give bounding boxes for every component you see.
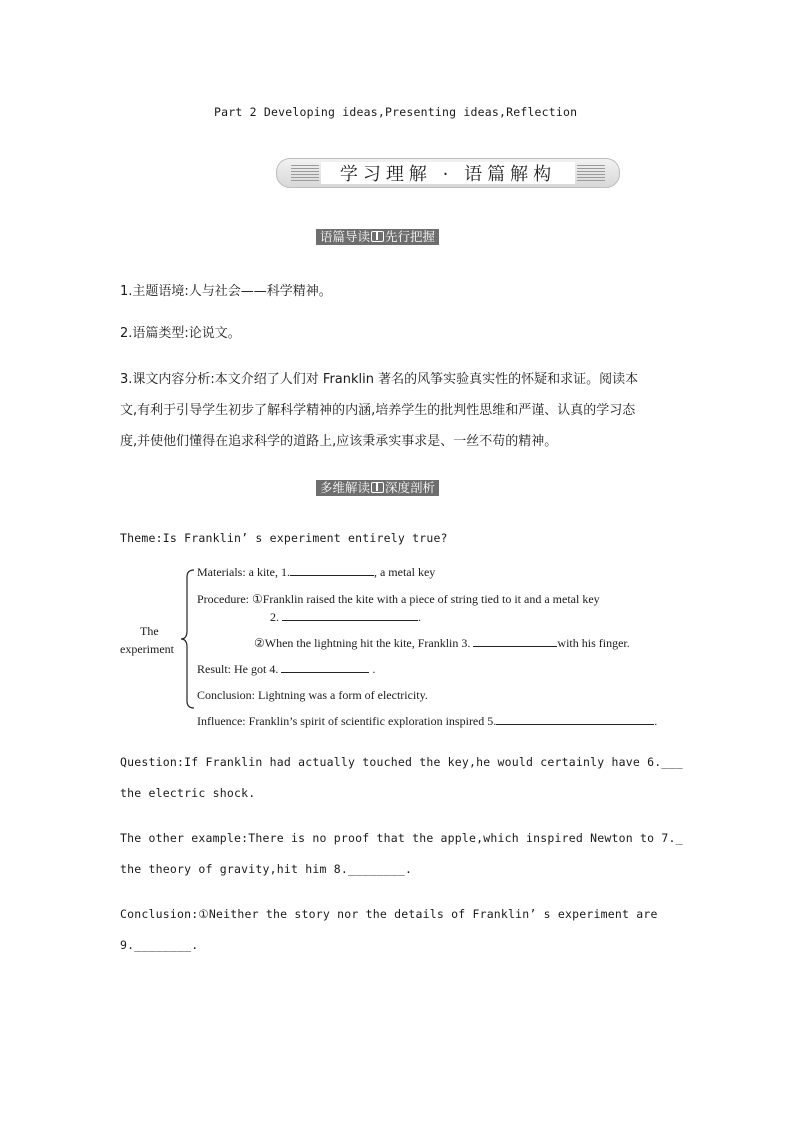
item-analysis-line3: 度,并使他们懂得在追求科学的道路上,应该秉承实事求是、一丝不苟的精神。 (120, 434, 558, 449)
example-line1: The other example:There is no proof that the apple,which inspired Newton to 7._ (120, 831, 683, 845)
materials-suffix: , a metal key (373, 565, 436, 579)
influence-row (197, 714, 657, 729)
procedure-line2-prefix: ②When the lightning hit the kite, Franklin 3. (254, 636, 471, 650)
blank-3[interactable] (473, 645, 557, 647)
influence-prefix: Influence: Franklin’s spirit of scientific exploration inspired 5. (197, 714, 497, 728)
procedure-num2: 2. (270, 610, 279, 624)
tag-right-label: 深度剖析 (385, 480, 436, 495)
example-line2: the theory of gravity,hit him 8.________. (120, 862, 413, 876)
procedure-row1: Procedure: ①Franklin raised the kite with a piece of string tied to it and a metal key (197, 592, 600, 606)
procedure-line2-suffix: with his finger. (557, 636, 630, 650)
materials-row (197, 565, 435, 580)
question-line1: Question:If Franklin had actually touched the key,he would certainly have 6.___ (120, 755, 683, 769)
brace-icon (180, 569, 194, 709)
result-row (197, 662, 375, 677)
influence-suffix: . (654, 714, 658, 728)
result-prefix: Result: He got 4. (197, 662, 279, 676)
item-analysis-line1: 3.课文内容分析:本文介绍了人们对 Franklin 著名的风筝实验真实性的怀疑和求证。阅读本 (120, 372, 639, 387)
procedure-row3 (254, 636, 630, 651)
item-text-type: 2.语篇类型:论说文。 (120, 326, 241, 341)
materials-prefix: Materials: a kite, 1. (197, 565, 290, 579)
part-title: Part 2 Developing ideas,Presenting ideas,Reflection (214, 105, 578, 119)
procedure-row2 (270, 610, 421, 625)
section-tag-multi-analysis (316, 480, 439, 496)
conclusion-row: Conclusion: Lightning was a form of electricity. (197, 688, 428, 702)
conclusion-line2: 9.________. (120, 938, 199, 952)
tag-left-label: 多维解读 (320, 480, 371, 495)
question-line2: the electric shock. (120, 786, 256, 800)
item-analysis-line2: 文,有利于引导学生初步了解科学精神的内涵,培养学生的批判性思维和严谨、认真的学习态 (120, 403, 636, 418)
section-banner (276, 158, 620, 188)
diagram-label-line1: The (140, 624, 159, 638)
theme-line: Theme:Is Franklin’ s experiment entirely true? (120, 531, 448, 545)
blank-1[interactable] (290, 574, 374, 576)
tag-right-label: 先行把握 (385, 229, 436, 244)
blank-4[interactable] (281, 671, 369, 673)
book-icon (371, 482, 384, 493)
result-suffix: . (372, 662, 376, 676)
tag-left-label: 语篇导读 (320, 229, 371, 244)
blank-2[interactable] (282, 619, 418, 621)
item-theme-context: 1.主题语境:人与社会——科学精神。 (120, 284, 332, 299)
conclusion-line1: Conclusion:①Neither the story nor the details of Franklin’ s experiment are (120, 907, 658, 921)
diagram-label-line2: experiment (120, 642, 174, 656)
blank-5[interactable] (496, 723, 654, 725)
procedure-dot2: . (418, 610, 421, 624)
section-tag-reading-guide (316, 229, 439, 245)
book-icon (371, 231, 384, 242)
banner-title: 学习理解 · 语篇解构 (339, 164, 557, 185)
